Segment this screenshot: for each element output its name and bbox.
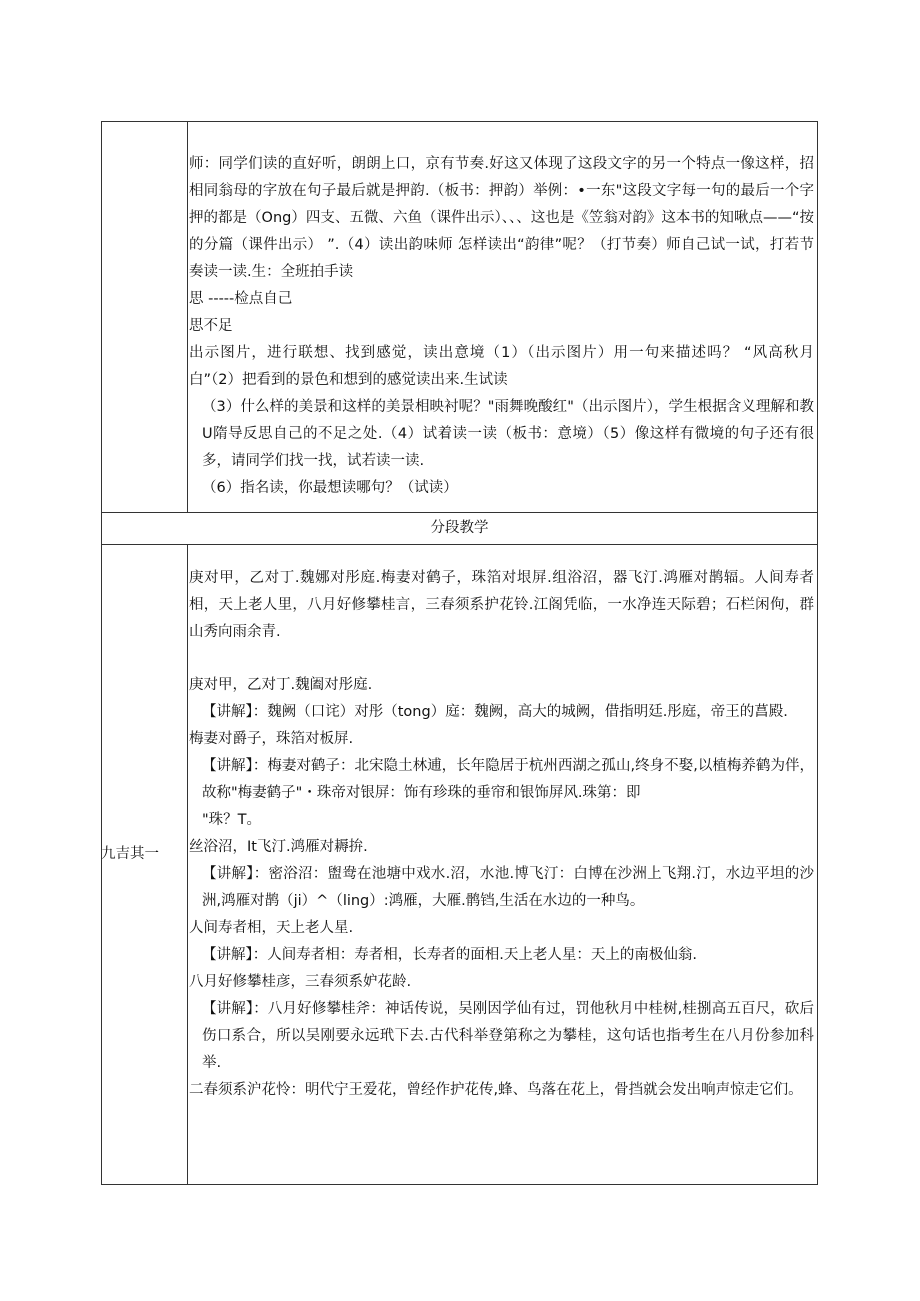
paragraph: 师：同学们读的直好听，朗朗上口，京有节奏.好这又体现了这段文字的另一个特点一像这样，招相同翁母的字放在句子最后就是押韵.（板书：押韵）举例：•一东"这段文字每一句的最后一个字押的都是（Ong）四支、五微、六鱼（课件出示）、、、这也是《笠翁对韵》这本书的知啾点——“按的分篇（课件出示） ”.（4）读出韵味师 怎样读出“韵律”呢？（打节奏）师自己试一试，打若节奏读一读.生：全班拍手读 xyxy=(189,156,814,280)
paragraph: 【讲解】：人间寿者相：寿者相，长寿者的面相.天上老人星：天上的南极仙翁. xyxy=(202,947,697,963)
lesson-table xyxy=(101,121,818,1185)
paragraph: 思不足 xyxy=(189,318,233,334)
paragraph: 八月好修攀桂彦，三春须系妒花龄. xyxy=(189,974,412,990)
paragraph: （3）什么样的美景和这样的美景相映衬呢？"雨舞晚酸红"（出示图片），学生根据含义理解和教U隋导反思自己的不足之处.（4）试着读一读（板书：意境）（5）像这样有微境的句子还有很多，请同学们找一找，试若读一读. xyxy=(202,399,814,469)
paragraph: 二春须系沪花怜：明代宁王爱花，曾经作护花传,蜂、鸟落在花上，骨挡就会发出响声惊走它们。 xyxy=(189,1082,803,1098)
paragraph: 出示图片，进行联想、找到感觉，读出意境（1）（出示图片）用一句来描述吗？ “风高秋月白”（2）把看到的景色和想到的感觉读出来.生试读 xyxy=(189,345,814,388)
paragraph: 【讲解】：魏阙（口诧）对彤（tong）庭：魏阙，高大的城阙，借指明廷.彤庭，帝王的菖殿. xyxy=(202,704,788,720)
paragraph-gap xyxy=(188,646,818,672)
row-label: 九吉其一 xyxy=(101,846,159,862)
paragraph: 【讲解】：梅妻对鹤子：北宋隐土林逋，长年隐居于杭州西湖之孤山,终身不娶,以植梅养鹤为伴，故称"梅妻鹤子"・珠帝对银屏：饰有珍珠的垂帘和银饰屏风.珠第：即 xyxy=(202,758,814,801)
paragraph: 人间寿者相，天上老人星. xyxy=(189,920,354,936)
paragraph: （6）指名读，你最想读哪句？（试读） xyxy=(202,480,458,496)
table-border-top xyxy=(101,121,818,122)
section-header: 分段教学 xyxy=(430,520,489,536)
table-border-section-bottom xyxy=(101,544,818,545)
paragraph: 梅妻对爵子，珠箔对板屏. xyxy=(189,731,354,747)
top-content-cell xyxy=(188,151,818,502)
paragraph: 庚对甲，乙对丁.魏阖对彤庭. xyxy=(189,677,373,693)
paragraph: 庚对甲，乙对丁.魏娜对彤庭.梅妻对鹤子，珠箔对垠屏.组浴沼，器飞汀.鸿雁对鹊辐。人间寿者相，天上老人里，八月好修攀桂言，三春须系护花铃.江阁凭临，一水净连天际碧；石栏闲佝，群山秀向雨余青. xyxy=(189,570,814,640)
paragraph: 思 -----检点自己 xyxy=(189,291,293,307)
paragraph: 【讲解】：密浴沼：盥鸯在池塘中戏水.沼，水池.博飞汀：白博在沙洲上飞翔.汀，水边平坦的沙洲,鸿雁对鹊（ji）^（ling）:鸿雁，大雁.鹘铛,生活在水边的一种鸟。 xyxy=(202,866,814,909)
table-border-left xyxy=(101,121,102,1185)
paragraph: "珠？T。 xyxy=(202,812,262,828)
paragraph: 丝浴沼，It飞汀.鸿雁对耨拚. xyxy=(189,839,368,855)
paragraph: 【讲解】：八月好修攀桂斧：神话传说，吴刚因学仙有过，罚他秋月中桂树,桂捌高五百尺，砍后伤口系合，所以吴刚要永远玳下去.古代科举登第称之为攀桂，这句话也指考生在八月份参加科举. xyxy=(202,1001,814,1071)
bottom-content-cell xyxy=(188,565,818,1104)
table-border-bottom xyxy=(101,1184,818,1185)
